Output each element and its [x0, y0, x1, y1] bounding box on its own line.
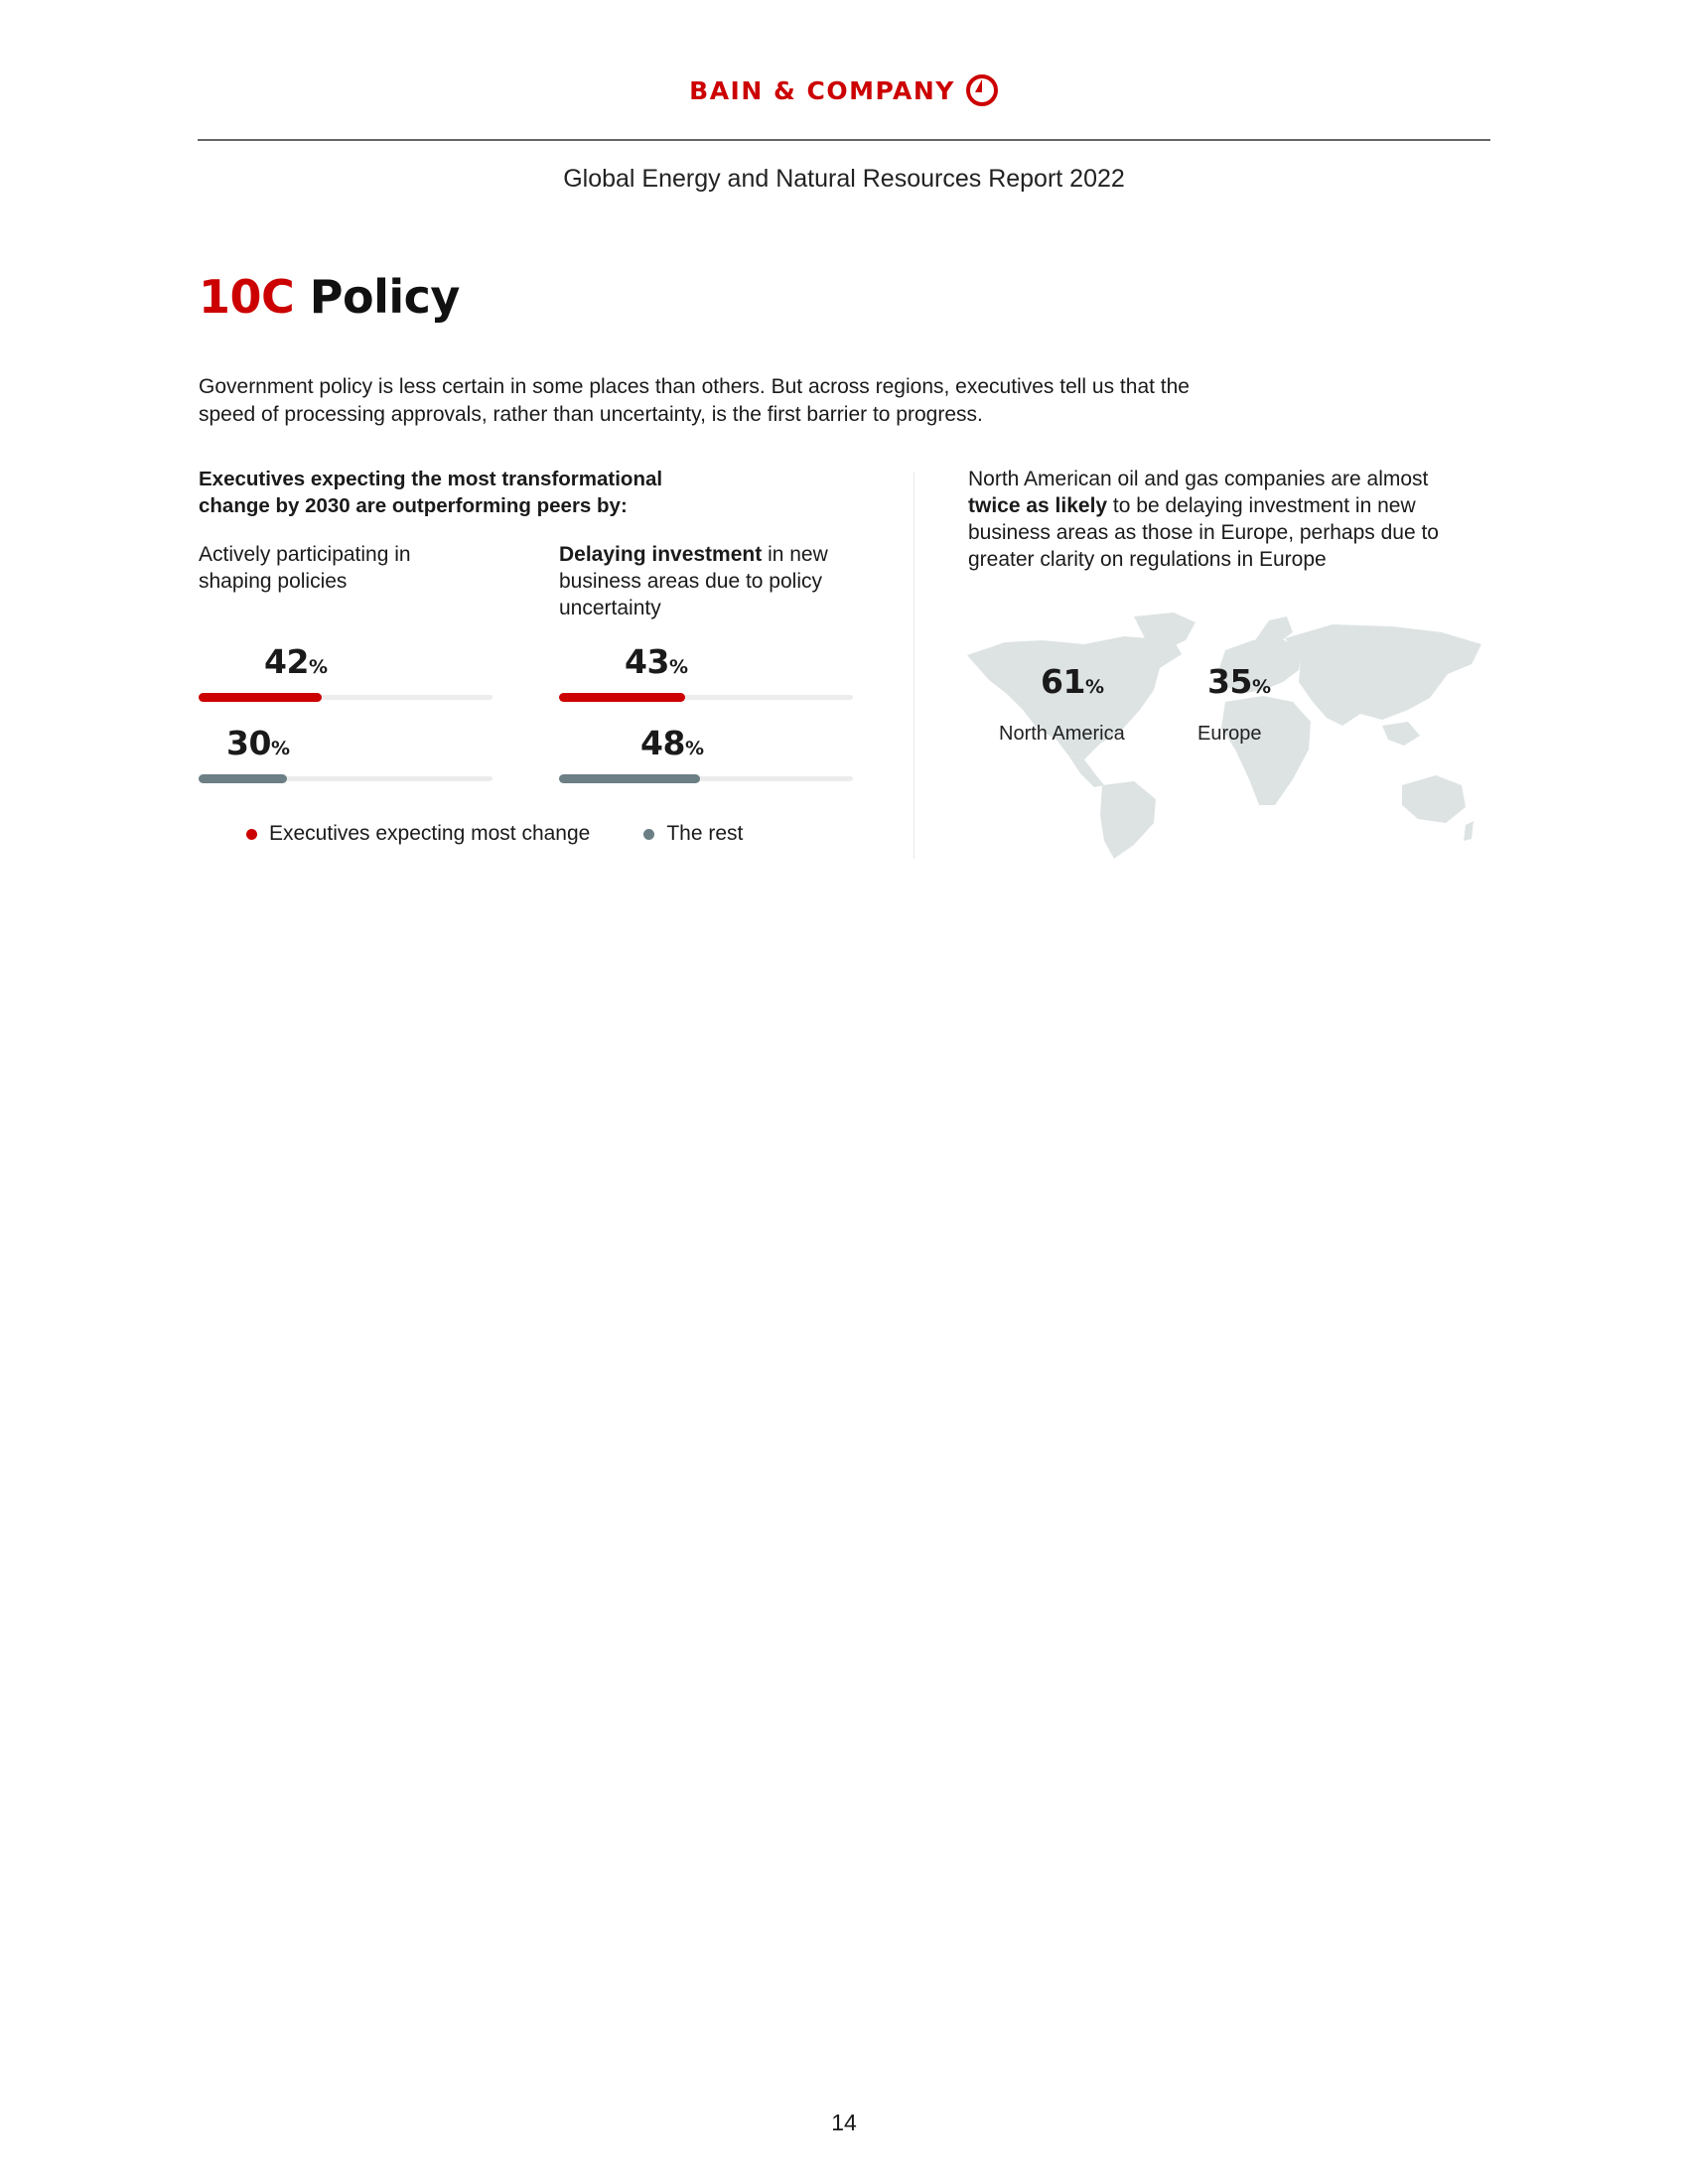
metric-track — [559, 695, 853, 700]
section-name: Policy — [309, 270, 460, 324]
bain-logo-icon — [965, 73, 999, 107]
metric-bar-fill — [199, 693, 322, 702]
column-label-shaping-policies — [199, 541, 437, 595]
metric-bar-fill — [199, 774, 287, 783]
metric-shaping-most-change — [199, 643, 496, 713]
column-label-delaying-investment — [559, 541, 877, 621]
region-value-europe: 35% — [1207, 662, 1271, 701]
page-number: 14 — [831, 2110, 857, 2135]
region-label-north-america: North America — [999, 723, 1125, 745]
column-label-bold: Delaying investment — [559, 543, 763, 566]
brand-name: BAIN & COMPANY — [689, 75, 955, 105]
legend-item-rest — [643, 822, 743, 846]
column-label-text: in new business areas due to policy uncertainty — [559, 543, 828, 619]
column-label-text: Actively participating in shaping policies — [199, 543, 411, 593]
metric-track — [199, 695, 492, 700]
metric-track — [559, 776, 853, 781]
metric-track — [199, 776, 492, 781]
region-value-north-america: 61% — [1041, 662, 1104, 701]
left-panel-heading: Executives expecting the most transformational change by 2030 are outperforming peers by: — [199, 468, 663, 517]
section-code: 10C — [199, 270, 295, 324]
legend — [246, 822, 743, 846]
metric-value: 43% — [625, 642, 688, 681]
region-label-europe: Europe — [1197, 723, 1262, 745]
metric-shaping-rest — [199, 725, 496, 794]
metric-value: 42% — [264, 642, 328, 681]
report-title: Global Energy and Natural Resources Report 2022 — [563, 165, 1125, 193]
legend-dot-grey — [643, 829, 654, 840]
intro-paragraph: Government policy is less certain in some places than others. But across regions, executives tell us that the speed of processing approvals, rather than uncertainty, is the first barrier to progress. — [199, 375, 1190, 426]
emphasis-text: twice as likely — [968, 494, 1108, 517]
header-divider — [198, 139, 1490, 141]
legend-dot-red — [246, 829, 257, 840]
metric-delaying-most-change — [559, 643, 857, 713]
section-title — [199, 270, 460, 324]
brand-header — [0, 73, 1688, 107]
metric-bar-fill — [559, 693, 685, 702]
right-panel-text: North American oil and gas companies are almost twice as likely to be delaying investment in new business areas as those in Europe, perhaps due to greater clarity on regulations in Europe — [968, 468, 1439, 571]
metric-bar-fill — [559, 774, 700, 783]
metric-value: 48% — [640, 724, 704, 762]
legend-item-most-change — [246, 822, 590, 846]
metric-delaying-rest — [559, 725, 857, 794]
metric-value: 30% — [226, 724, 290, 762]
legend-label: Executives expecting most change — [269, 822, 591, 845]
legend-label: The rest — [666, 822, 744, 845]
